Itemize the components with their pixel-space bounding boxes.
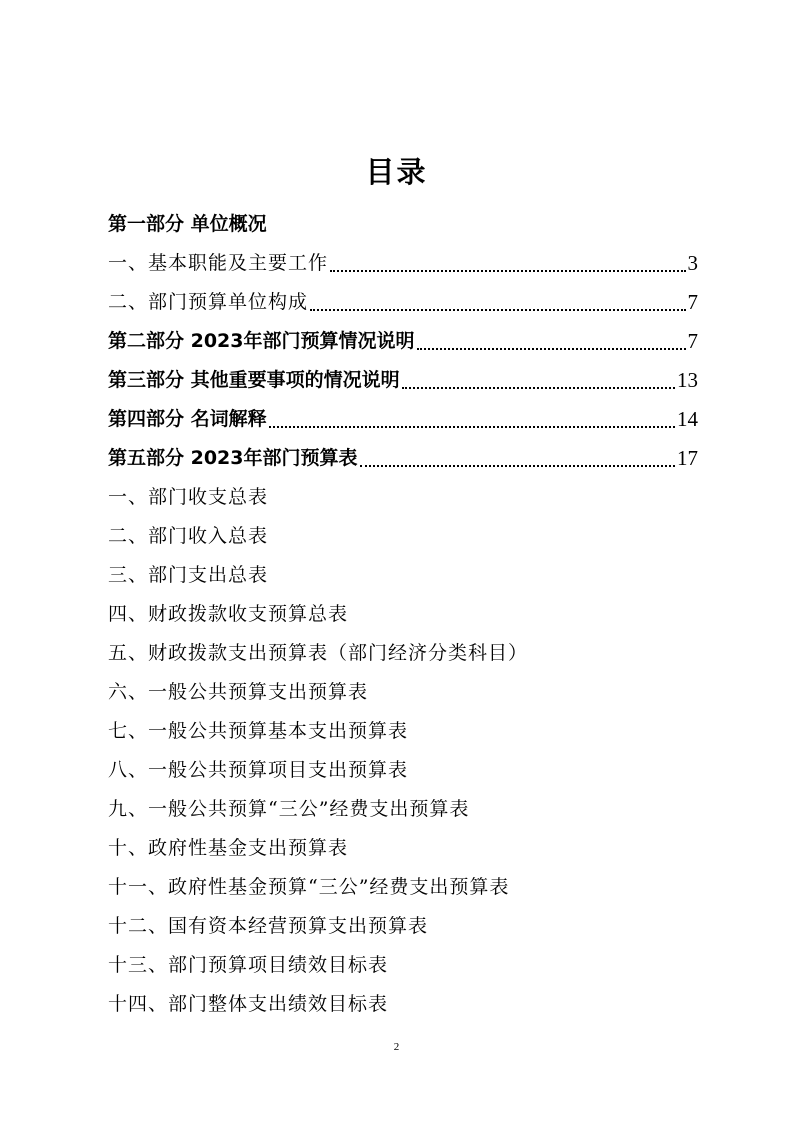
toc-entry-label: 七、一般公共预算基本支出预算表	[108, 720, 409, 742]
toc-entry-table-3[interactable]	[108, 556, 698, 588]
toc-page-number: 3	[687, 251, 698, 275]
toc-entry-table-2[interactable]	[108, 517, 698, 549]
toc-entry-budget-units[interactable]	[108, 283, 698, 315]
toc-entry-part-2[interactable]	[108, 322, 698, 354]
toc-entry-table-9[interactable]	[108, 790, 698, 822]
toc-entry-label: 五、财政拨款支出预算表（部门经济分类科目）	[108, 642, 529, 664]
toc-entry-label: 九、一般公共预算“三公”经费支出预算表	[108, 798, 470, 820]
toc-entry-label: 二、部门收入总表	[108, 525, 269, 547]
toc-entry-label: 八、一般公共预算项目支出预算表	[108, 759, 409, 781]
dot-leader	[330, 269, 685, 272]
toc-entry-table-7[interactable]	[108, 712, 698, 744]
dot-leader	[310, 308, 685, 311]
toc-entry-table-4[interactable]	[108, 595, 698, 627]
toc-page-number: 14	[677, 407, 698, 431]
toc-entry-table-10[interactable]	[108, 829, 698, 861]
toc-entry-label: 十一、政府性基金预算“三公”经费支出预算表	[108, 876, 510, 898]
toc-entry-part-1[interactable]	[108, 205, 698, 237]
toc-entry-label: 第三部分 其他重要事项的情况说明	[108, 369, 400, 391]
toc-entry-table-11[interactable]	[108, 868, 698, 900]
toc-entry-label: 十三、部门预算项目绩效目标表	[108, 954, 389, 976]
toc-entry-table-14[interactable]	[108, 985, 698, 1017]
toc-page-number: 17	[677, 446, 698, 470]
toc-entry-label: 十四、部门整体支出绩效目标表	[108, 993, 389, 1015]
toc-entry-table-6[interactable]	[108, 673, 698, 705]
toc-entry-label: 一、部门收支总表	[108, 486, 269, 508]
toc-entry-basic-functions[interactable]	[108, 244, 698, 276]
toc-entry-label: 第四部分 名词解释	[108, 408, 267, 430]
toc-entry-label: 二、部门预算单位构成	[108, 291, 309, 313]
toc-page-number: 7	[687, 290, 698, 314]
dot-leader	[360, 464, 676, 467]
toc-entry-label: 一、基本职能及主要工作	[108, 252, 329, 274]
toc-entry-table-1[interactable]	[108, 478, 698, 510]
dot-leader	[269, 425, 675, 428]
toc-entry-label: 六、一般公共预算支出预算表	[108, 681, 369, 703]
toc-entry-label: 第一部分 单位概况	[108, 213, 267, 235]
toc-entry-part-5[interactable]	[108, 439, 698, 471]
toc-entry-label: 第五部分 2023年部门预算表	[108, 447, 358, 469]
toc-entry-label: 第二部分 2023年部门预算情况说明	[108, 330, 415, 352]
toc-entry-table-5[interactable]	[108, 634, 698, 666]
toc-entry-table-8[interactable]	[108, 751, 698, 783]
page-number: 2	[393, 1041, 400, 1053]
toc-entry-table-12[interactable]	[108, 907, 698, 939]
toc-entry-part-4[interactable]	[108, 400, 698, 432]
toc-entry-label: 三、部门支出总表	[108, 564, 269, 586]
dot-leader	[402, 386, 675, 389]
toc-entry-label: 四、财政拨款收支预算总表	[108, 603, 349, 625]
toc-entry-table-13[interactable]	[108, 946, 698, 978]
dot-leader	[417, 347, 686, 350]
toc-page-number: 13	[677, 368, 698, 392]
page-title: 目录	[365, 155, 428, 189]
toc-page-number: 7	[687, 329, 698, 353]
toc-entry-part-3[interactable]	[108, 361, 698, 393]
toc-entry-label: 十二、国有资本经营预算支出预算表	[108, 915, 429, 937]
toc-entry-label: 十、政府性基金支出预算表	[108, 837, 349, 859]
